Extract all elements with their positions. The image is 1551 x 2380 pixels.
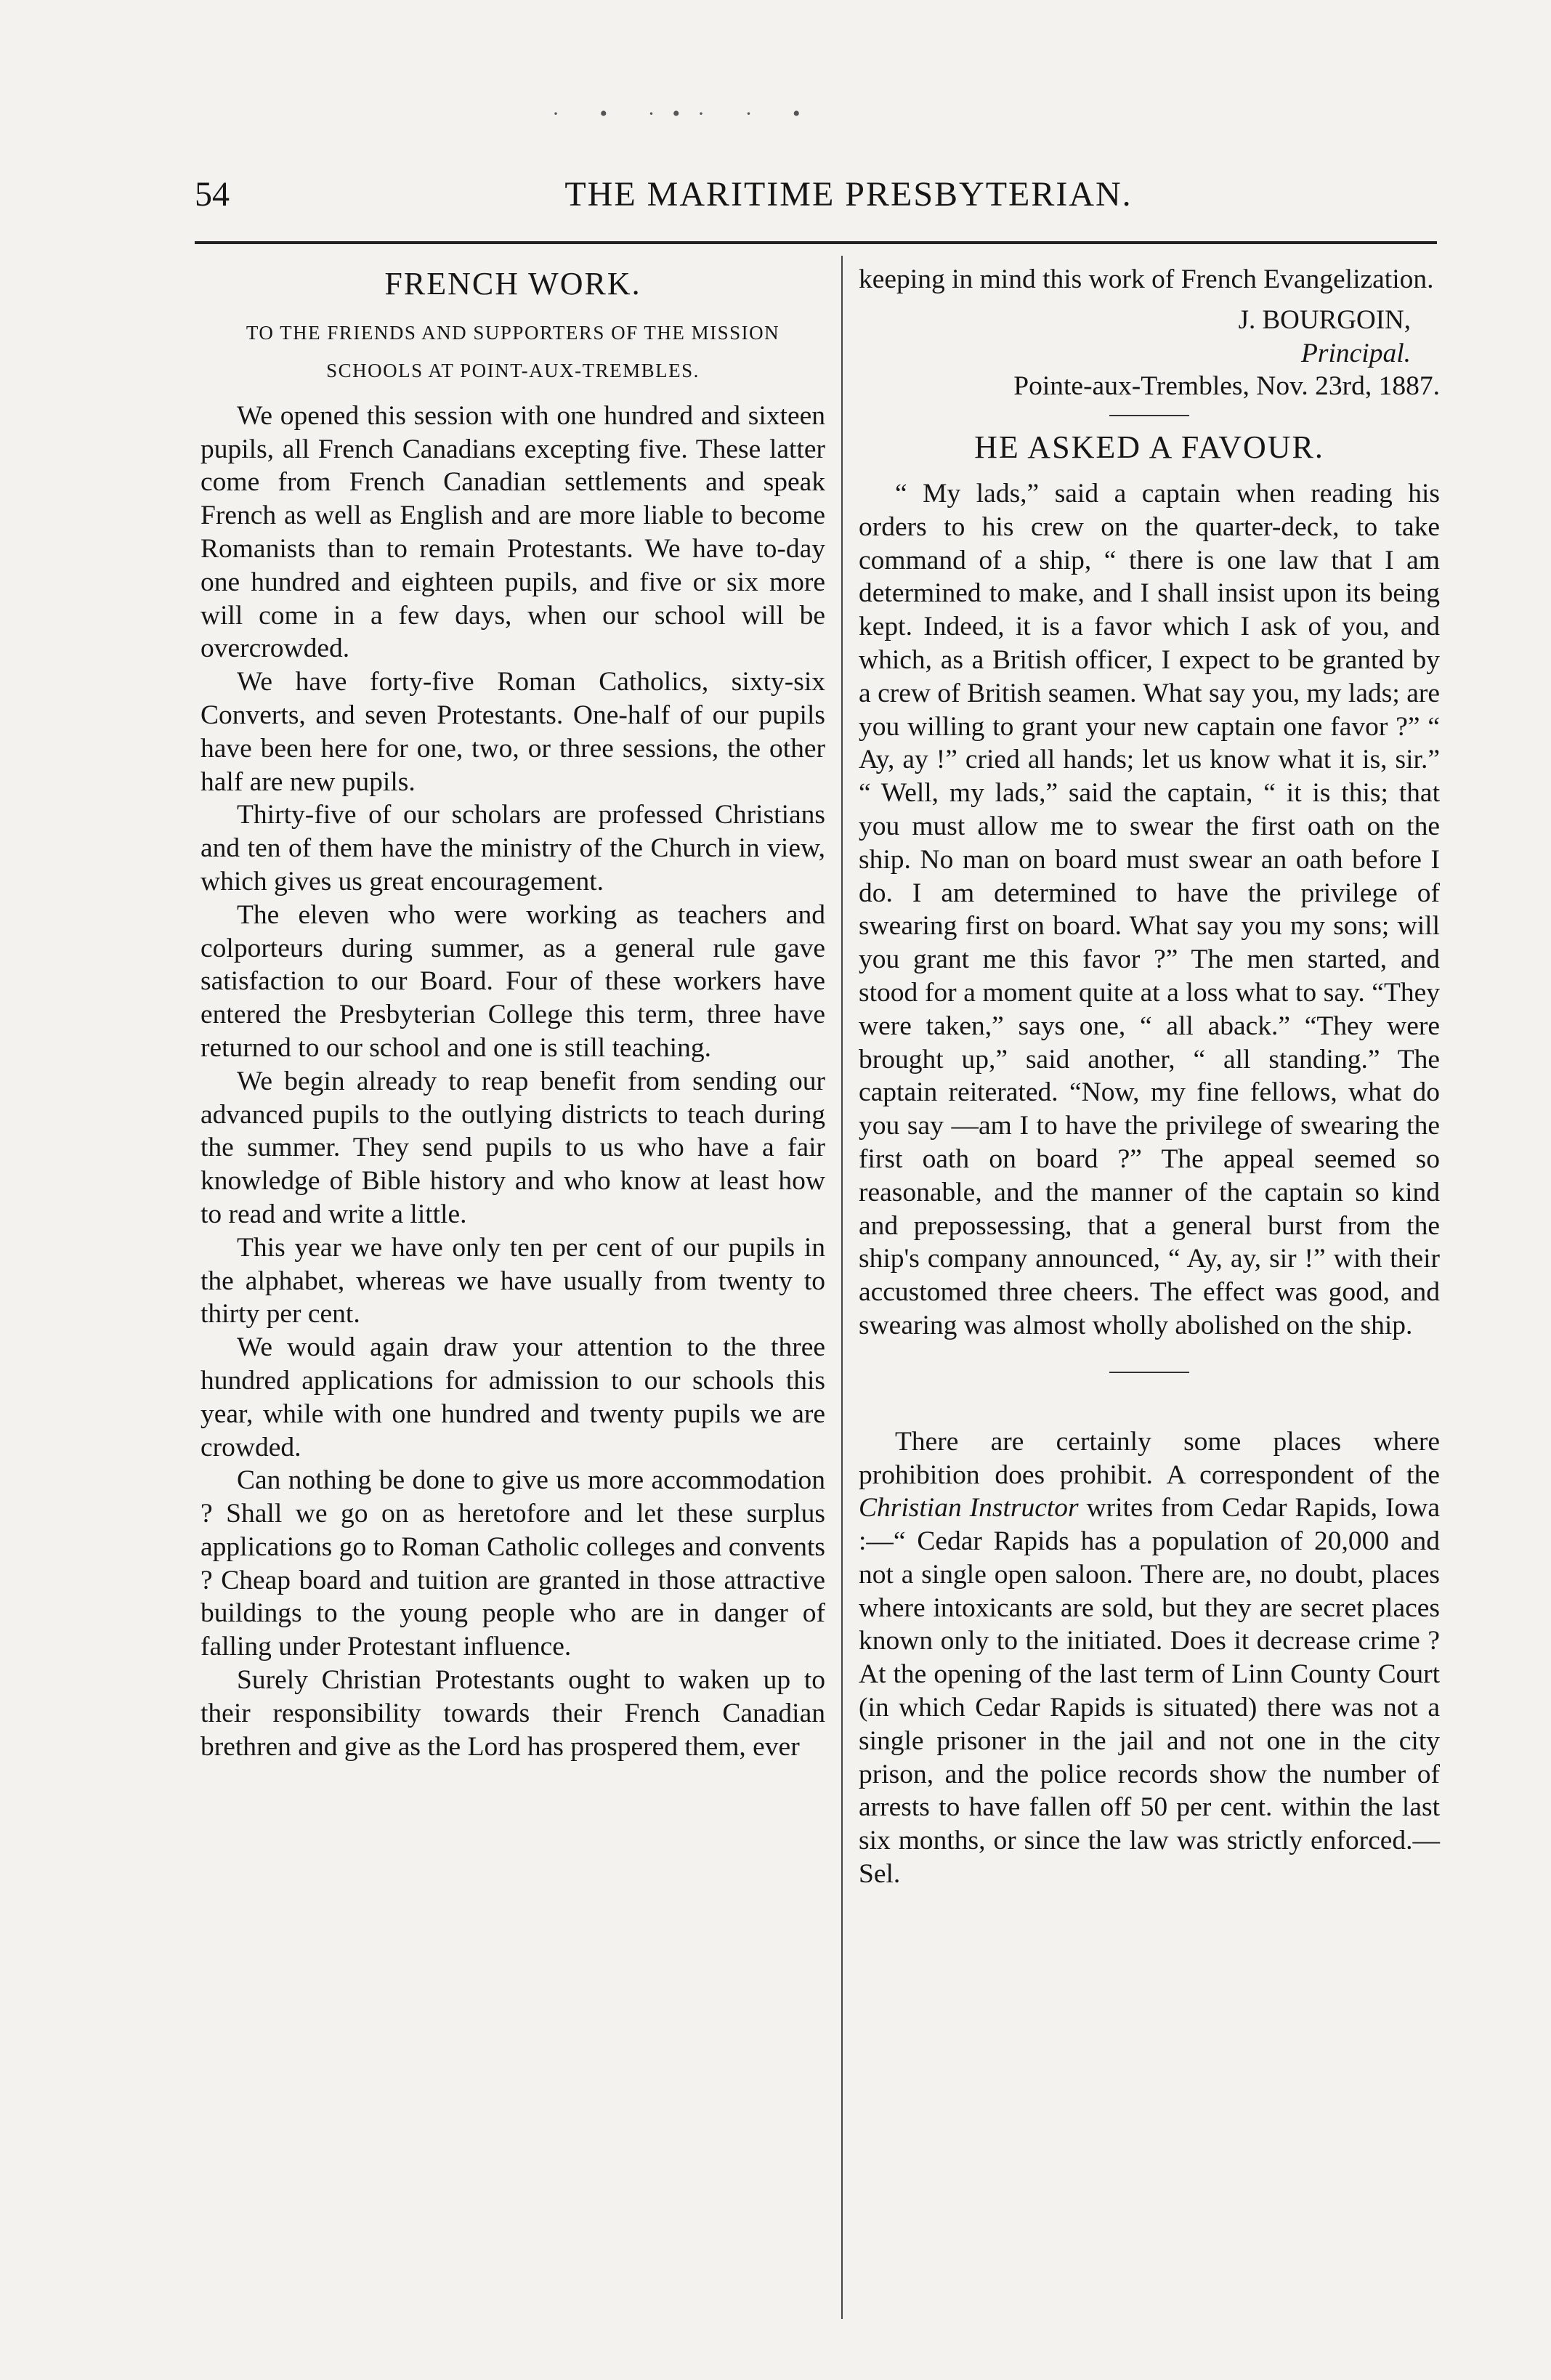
publication-name: Christian Instructor (859, 1493, 1079, 1523)
header-rule (195, 241, 1437, 244)
print-specks: · • ·•· · • (552, 102, 818, 126)
favour-story-text: “ My lads,” said a captain when reading his orders to his crew on the quarter-deck, to take command of a ship, “ there is one law that I am determined to make, and I shall insist upon its being kept. Indeed, it is a favor which I ask of you, and which, as a British officer, I expect to be granted by a crew of British seamen. What say you, my lads; are you willing to grant your new captain one favor ?” “ Ay, ay !” cried all hands; let us know what it is, sir.” “ Well, my lads,” said the captain, “ it is this; that you must allow me to swear the first oath on the ship. No man on board must swear an oath before I do. I am determined to have the privilege of swearing first on board. What say you my sons; will you grant me this favor ?” The men started, and stood for a moment quite at a loss what to say. “They were taken,” says one, “ all aback.” “They were brought up,” said another, “ all standing.” The captain reiterated. “Now, my fine fellows, what do you say —am I to have the privilege of swearing the first oath on board ?” The appeal seemed so reasonable, and the manner of the captain so kind and prepossessing, that a general burst from the ship's company announced, “ Ay, ay, sir !” with their accustomed three cheers. The effect was good, and swearing was almost wholly abolished on the ship. (859, 478, 1440, 1340)
french-work-paragraph: Thirty-five of our scholars are professed Christians and ten of them have the ministry of the Church in view, which gives us great encouragement. (201, 800, 825, 896)
french-work-paragraph: The eleven who were working as teachers and colporteurs during summer, as a general rule gave satisfaction to our Board. Four of these workers have entered the Presbyterian College this term, three have returned to our school and one is still teaching. (201, 899, 825, 1063)
french-work-paragraph: Surely Christian Protestants ought to waken up to their responsibility towards their French Canadian brethren and give as the Lord has prospered them, ever (201, 1665, 825, 1762)
french-work-continuation: keeping in mind this work of French Evangelization. (859, 264, 1434, 294)
section-rule (1109, 415, 1189, 416)
french-work-paragraph: Can nothing be done to give us more accommodation ? Shall we go on as heretofore and let these surplus applications go to Roman Catholic colleges and convents ? Cheap board and tuition are granted in those attractive buildings to the young people who are in danger of falling under Protestant influence. (201, 1465, 825, 1662)
french-work-subtitle: TO THE FRIENDS AND SUPPORTERS OF THE MISSION SCHOOLS AT POINT-AUX-TREMBLES. (246, 321, 780, 381)
journal-title: THE MARITIME PRESBYTERIAN. (564, 175, 1133, 214)
column-divider (841, 256, 843, 2319)
prohibition-text-start: There are certainly some places where prohibition does prohibit. A correspondent of the (859, 1426, 1440, 1490)
section-rule (1109, 1372, 1189, 1373)
french-work-paragraph: We begin already to reap benefit from sending our advanced pupils to the outlying districts to teach during the summer. They send pupils to us who have a fair knowledge of Bible history and who know at least how to read and write a little. (201, 1066, 825, 1229)
french-work-paragraph: We would again draw your attention to the three hundred applications for admission to our schools this year, while with one hundred and twenty pupils we are crowded. (201, 1332, 825, 1462)
french-work-paragraph: We have forty-five Roman Catholics, sixty-six Converts, and seven Protestants. One-half of our pupils have been here for one, two, or three sessions, the other half are new pupils. (201, 667, 825, 797)
french-work-paragraph: We opened this session with one hundred and sixteen pupils, all French Canadians excepting five. These latter come from French Canadian settlements and speak French as well as English and are more liable to become Romanists than to remain Protestants. We have to-day one hundred and eighteen pupils, and five or six more will come in a few days, when our school will be overcrowded. (201, 400, 825, 664)
signature-name: J. BOURGOIN, (1238, 304, 1411, 335)
page-number: 54 (195, 175, 230, 214)
left-column (201, 263, 825, 1763)
prohibition-paragraph (859, 1425, 1440, 1891)
favour-title: HE ASKED A FAVOUR. (974, 429, 1324, 466)
page-header (195, 174, 1444, 218)
right-column (859, 263, 1440, 1891)
signature-role: Principal. (1300, 338, 1411, 368)
signature-place-date: Pointe-aux-Trembles, Nov. 23rd, 1887. (1013, 371, 1440, 402)
prohibition-text-rest: writes from Cedar Rapids, Iowa :—“ Cedar Rapids has a population of 20,000 and not a single open saloon. There are, no doubt, places where intoxicants are sold, but they are secret places known only to the initiated. Does it decrease crime ? At the opening of the last term of Linn County Court (in which Cedar Rapids is situated) there was not a single prisoner in the jail and not one in the city prison, and the police records show the number of arrests to have fallen off 50 per cent. within the last six months, or since the law was strictly enforced.—Sel. (859, 1493, 1440, 1890)
french-work-title: FRENCH WORK. (384, 266, 641, 301)
french-work-paragraph: This year we have only ten per cent of our pupils in the alphabet, whereas we have usually from twenty to thirty per cent. (201, 1232, 825, 1329)
